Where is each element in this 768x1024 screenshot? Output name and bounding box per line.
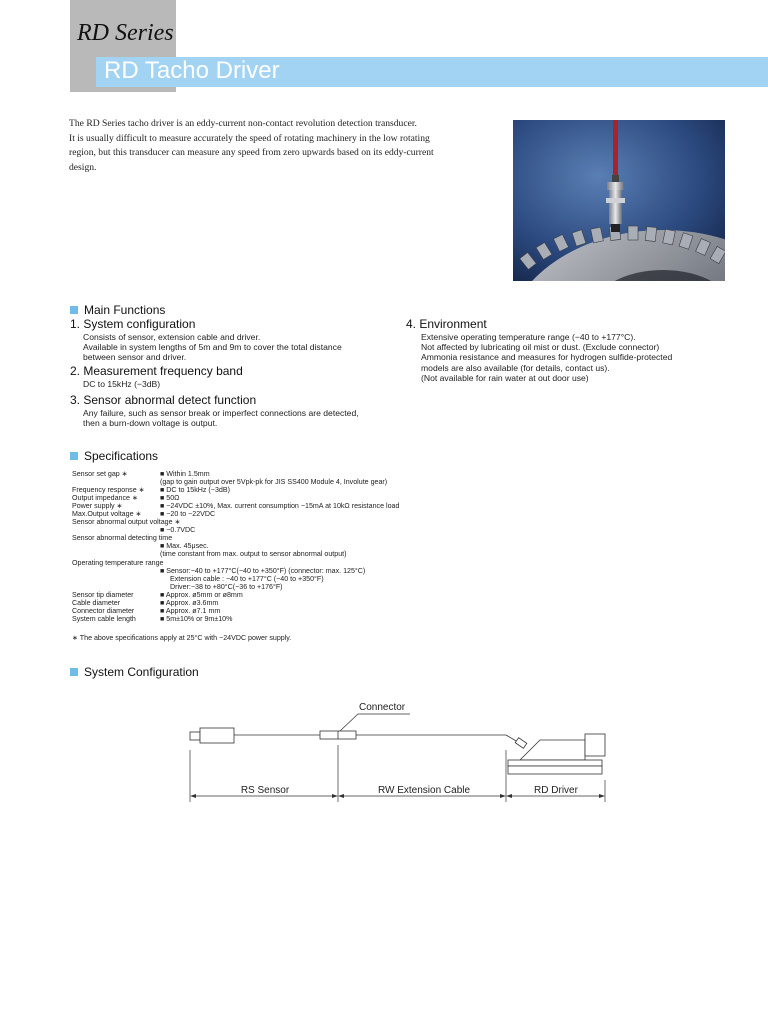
- spec-row: ■ −0.7VDC: [160, 526, 196, 535]
- connector-leader-line: [340, 714, 410, 731]
- spec-row: Sensor abnormal output voltage ∗: [72, 518, 181, 527]
- sensor-tip: [190, 732, 200, 740]
- spec-row: Cable diameter ■ Approx. ø3.6mm: [72, 598, 219, 607]
- spec-row: (gap to gain output over 5Vpk-pk for JIS SS400 Module 4, Involute gear): [160, 478, 388, 487]
- system-configuration-heading: System Configuration: [70, 665, 199, 679]
- spec-row: Output impedance ∗ ■ 50Ω: [72, 494, 180, 503]
- driver-body: [520, 740, 585, 760]
- specifications-table: [72, 470, 399, 623]
- function-description: Consists of sensor, extension cable and driver. Available in system lengths of 5m and 9m to cover the total distance between sensor and driver.: [83, 332, 342, 363]
- spec-row: Extension cable : −40 to +177°C (−40 to +350°F): [170, 574, 324, 583]
- function-description: DC to 15kHz (−3dB): [83, 379, 161, 389]
- function-title: 3. Sensor abnormal detect function: [70, 393, 257, 407]
- spec-row: Driver:−38 to +80°C(−36 to +176°F): [170, 582, 283, 591]
- intro-text: [69, 117, 449, 175]
- spec-row: Sensor abnormal detecting time: [72, 534, 173, 543]
- spec-row: Frequency response ∗ ■ DC to 15kHz (−3dB): [72, 486, 230, 495]
- intro-line: The RD Series tacho driver is an eddy-current non-contact revolution detection transducer.: [69, 118, 417, 129]
- specifications-heading: Specifications: [70, 449, 158, 463]
- spec-row: Connector diameter ■ Approx. ø7.1 mm: [72, 606, 221, 615]
- spec-row: Operating temperature range: [72, 558, 164, 567]
- cable-label: RW Extension Cable: [377, 785, 471, 796]
- product-title: RD Tacho Driver: [104, 57, 280, 84]
- spec-row: ■ Max. 45μsec.: [160, 542, 209, 551]
- spec-row: Max.Output voltage ∗ ■ −20 to −22VDC: [72, 510, 216, 519]
- function-title: 2. Measurement frequency band: [70, 364, 243, 378]
- function-description: Any failure, such as sensor break or imperfect connections are detected, then a burn-down voltage is output.: [83, 408, 359, 429]
- product-photo: [513, 120, 725, 281]
- bullet-square-icon: [70, 668, 78, 676]
- driver-terminal-box: [585, 734, 605, 756]
- spec-row: Sensor set gap ∗ ■ Within 1.5mm: [72, 470, 210, 478]
- series-title: RD Series: [77, 20, 174, 46]
- bullet-square-icon: [70, 452, 78, 460]
- driver-label: RD Driver: [534, 785, 578, 796]
- system-configuration-diagram: [0, 690, 768, 820]
- spec-row: (time constant from max. output to sensor abnormal output): [160, 550, 347, 559]
- spec-row: System cable length ■ 5m±10% or 9m±10%: [72, 614, 233, 623]
- specifications-note: ∗ The above specifications apply at 25°C with −24VDC power supply.: [72, 634, 292, 642]
- bullet-square-icon: [70, 306, 78, 314]
- driver-base: [508, 760, 602, 766]
- spec-row: Sensor tip diameter ■ Approx. ø5mm or ø8mm: [72, 590, 243, 599]
- spec-row: Power supply ∗ ■ −24VDC ±10%, Max. current consumption −15mA at 10kΩ resistance load: [72, 502, 400, 511]
- main-functions-heading: Main Functions: [70, 303, 165, 317]
- function-description: Extensive operating temperature range (−40 to +177°C). Not affected by lubricating oil mist or dust. (Exclude connector) Ammonia resistance and measures for hydrogen sulfide-protected models are also available (for details, contact us). (Not available for rain water at out door use): [421, 332, 673, 383]
- spec-row: ■ Sensor:−40 to +177°C(−40 to +350°F) (connector: max. 125°C): [160, 566, 366, 575]
- intro-line: It is usually difficult to measure accurately the speed of rotating machinery in the low rotating region, but this transducer can measure any speed from zero upwards based on its eddy-current design.: [69, 132, 434, 173]
- connector-label: Connector: [359, 702, 406, 713]
- sensor-gear-photo: [513, 120, 725, 281]
- function-title: 4. Environment: [406, 317, 487, 331]
- sensor-label: RS Sensor: [240, 785, 290, 796]
- sensor-body: [200, 728, 234, 743]
- driver-base-plate: [508, 766, 602, 774]
- function-title: 1. System configuration: [70, 317, 196, 331]
- driver-cable-gland: [515, 738, 527, 749]
